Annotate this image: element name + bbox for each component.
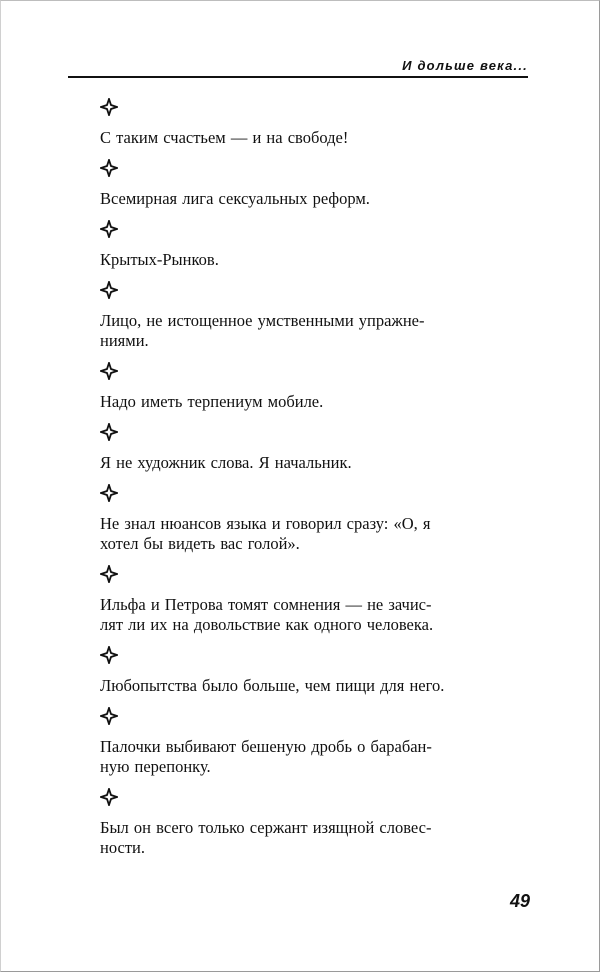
four-point-star-icon <box>100 646 118 664</box>
four-point-star-icon <box>100 98 118 116</box>
quote-text: Палочки выбивают бешеную дробь о барабан- ную перепонку. <box>100 737 432 776</box>
quote-text: Не знал нюансов языка и говорил сразу: «О, я хотел бы видеть вас голой». <box>100 514 431 553</box>
quote-entry <box>100 707 528 777</box>
quote-text: Был он всего только сержант изящной словес- ности. <box>100 818 432 857</box>
four-point-star-icon <box>100 362 118 380</box>
four-point-star-icon <box>100 220 118 238</box>
quote-entry <box>100 484 528 554</box>
four-point-star-icon <box>100 159 118 177</box>
quote-entry <box>100 98 528 148</box>
running-head: И дольше века... <box>402 58 528 73</box>
quote-entry <box>100 646 528 696</box>
four-point-star-icon <box>100 484 118 502</box>
quote-entry <box>100 281 528 351</box>
quote-text: Крытых-Рынков. <box>100 250 219 269</box>
page-content <box>100 98 528 869</box>
four-point-star-icon <box>100 281 118 299</box>
quote-entry <box>100 159 528 209</box>
quote-text: Лицо, не истощенное умственными упражне- ниями. <box>100 311 425 350</box>
quote-text: Любопытства было больше, чем пищи для него. <box>100 676 445 695</box>
quote-text: С таким счастьем — и на свободе! <box>100 128 349 147</box>
page-number: 49 <box>509 891 530 911</box>
quote-text: Я не художник слова. Я начальник. <box>100 453 352 472</box>
four-point-star-icon <box>100 565 118 583</box>
quote-entry <box>100 362 528 412</box>
four-point-star-icon <box>100 707 118 725</box>
four-point-star-icon <box>100 423 118 441</box>
header-rule <box>68 76 528 78</box>
quote-text: Надо иметь терпениум мобиле. <box>100 392 324 411</box>
quote-entry <box>100 220 528 270</box>
quote-entry <box>100 788 528 858</box>
quote-text: Ильфа и Петрова томят сомнения — не зачис- лят ли их на довольствие как одного человека. <box>100 595 434 634</box>
quote-text: Всемирная лига сексуальных реформ. <box>100 189 370 208</box>
quote-entry <box>100 565 528 635</box>
quote-entry <box>100 423 528 473</box>
four-point-star-icon <box>100 788 118 806</box>
